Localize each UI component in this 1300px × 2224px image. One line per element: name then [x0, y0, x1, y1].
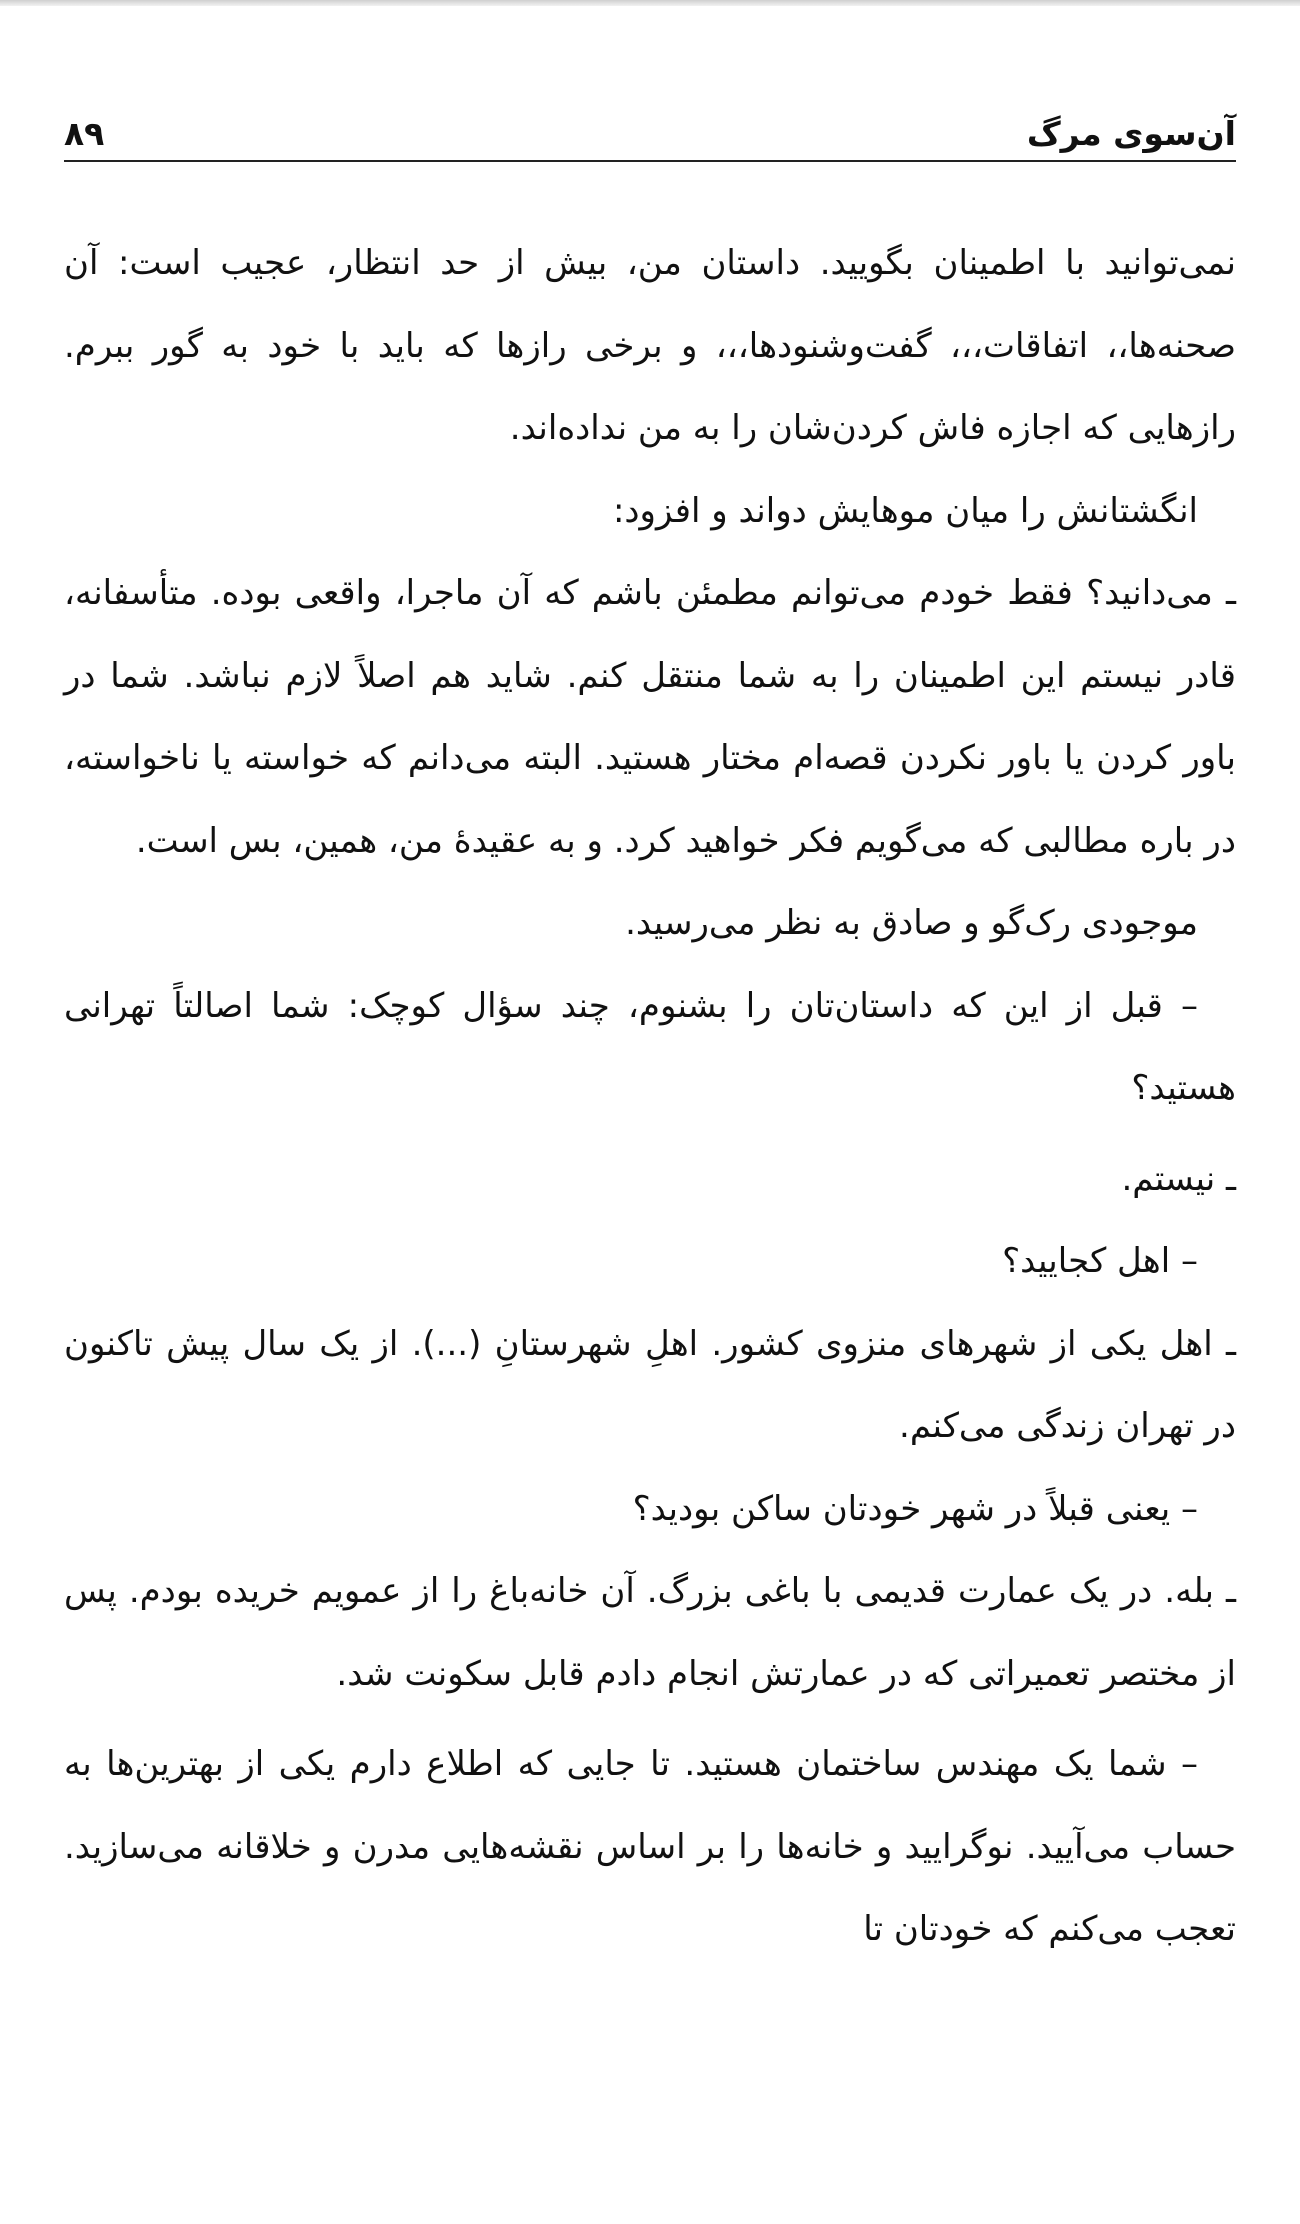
- book-page: [64, 0, 1236, 2224]
- book-title: آن‌سوی مرگ: [1026, 114, 1236, 153]
- dialogue-paragraph: – یعنی قبلاً در شهر خودتان ساکن بودید؟: [632, 1488, 1198, 1529]
- dialogue-paragraph: ـ می‌دانید؟ فقط خودم می‌توانم مطمئن باشم که آن ماجرا، واقعی بوده. متأسفانه، قادر نیستم این اطمینان را به شما منتقل کنم. شاید هم اصلاً لازم نباشد. شما در باور کردن یا باور نکردن قصه‌ام مختار هستید. البته می‌دانم که خواسته یا ناخواسته، در باره مطالبی که می‌گویم فکر خواهید کرد. و به عقیدهٔ من، همین، بس است.: [64, 573, 1236, 861]
- page-number: ۸۹: [64, 114, 105, 153]
- paragraph: انگشتانش را میان موهایش دواند و افزود:: [612, 490, 1198, 531]
- dialogue-paragraph: – شما یک مهندس ساختمان هستید. تا جایی که اطلاع دارم یکی از بهترین‌ها به حساب می‌آیید. نوگرایید و خانه‌ها را بر اساس نقشه‌هایی مدرن و خلاقانه می‌سازید. تعجب می‌کنم که خودتان تا: [64, 1744, 1236, 1949]
- dialogue-paragraph: – قبل از این که داستان‌تان را بشنوم، چند سؤال کوچک: شما اصالتاً تهرانی هستید؟: [64, 985, 1236, 1108]
- header-rule: [64, 160, 1236, 162]
- body-text: [64, 222, 1236, 1971]
- dialogue-paragraph: ـ نیستم.: [1121, 1158, 1236, 1199]
- dialogue-paragraph: ـ اهل یکی از شهرهای منزوی کشور. اهلِ شهرستانِ (...). از یک سال پیش تاکنون در تهران زندگی می‌کنم.: [64, 1323, 1236, 1446]
- paragraph: نمی‌توانید با اطمینان بگویید. داستان من، بیش از حد انتظار، عجیب است: آن صحنه‌ها،، اتفاقات،،، گفت‌وشنودها،،، و برخی رازها که باید با خود به گور ببرم. رازهایی که اجازه فاش کردن‌شان را به من نداده‌اند.: [64, 243, 1236, 448]
- paragraph: موجودی رک‌گو و صادق به نظر می‌رسید.: [625, 903, 1198, 943]
- dialogue-paragraph: – اهل کجایید؟: [1002, 1241, 1198, 1281]
- dialogue-paragraph: ـ بله. در یک عمارت قدیمی با باغی بزرگ. آن خانه‌باغ را از عمویم خریده بودم. پس از مختصر تعمیراتی که در عمارتش انجام دادم قابل سکونت شد.: [64, 1571, 1236, 1694]
- running-header: [64, 100, 1236, 156]
